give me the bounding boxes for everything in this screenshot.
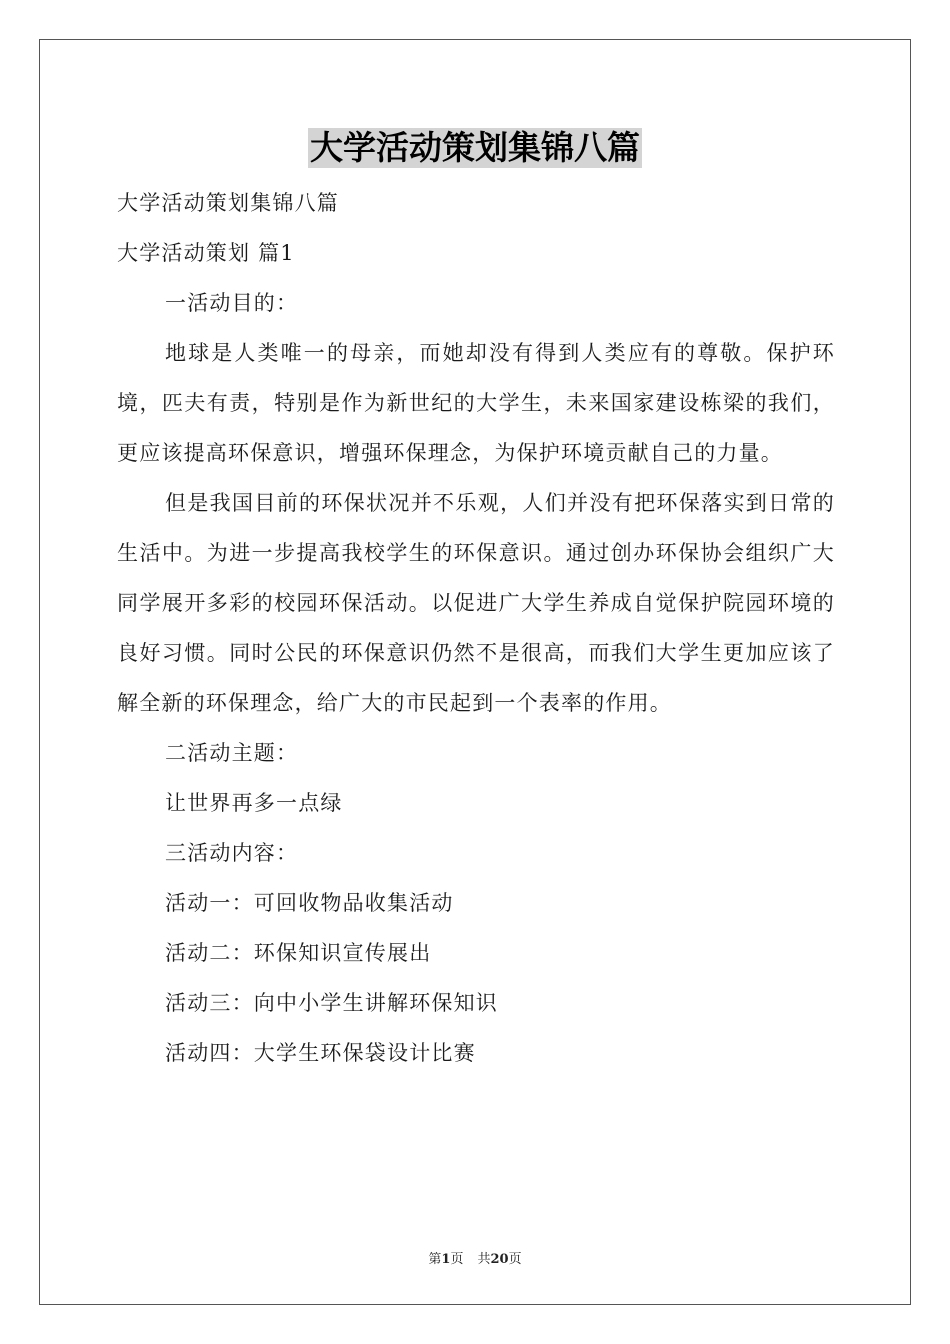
page-footer bbox=[0, 1248, 950, 1267]
page-number-current: 1 bbox=[441, 1252, 451, 1267]
page-prefix: 第 bbox=[428, 1252, 442, 1267]
total-suffix: 页 bbox=[508, 1252, 522, 1267]
title-container bbox=[0, 128, 950, 168]
paragraph: 二活动主题： bbox=[165, 741, 299, 765]
paragraph: 一活动目的： bbox=[165, 291, 299, 315]
total-prefix: 共 bbox=[477, 1252, 491, 1267]
paragraph: 让世界再多一点绿 bbox=[165, 791, 343, 815]
paragraph: 活动四：大学生环保袋设计比赛 bbox=[165, 1041, 476, 1065]
paragraph: 大学活动策划集锦八篇 bbox=[117, 191, 339, 215]
paragraph: 大学活动策划 篇1 bbox=[117, 241, 295, 265]
paragraph: 三活动内容： bbox=[165, 841, 299, 865]
paragraph: 活动三：向中小学生讲解环保知识 bbox=[165, 991, 498, 1015]
paragraph: 地球是人类唯一的母亲，而她却没有得到人类应有的尊敬。保护环境，匹夫有责，特别是作为新世纪的大学生，未来国家建设栋梁的我们，更应该提高环保意识，增强环保理念，为保护环境贡献自己的力量。 bbox=[117, 341, 835, 465]
page-suffix: 页 bbox=[450, 1252, 464, 1267]
page-number-total: 20 bbox=[490, 1252, 509, 1267]
paragraph: 但是我国目前的环保状况并不乐观，人们并没有把环保落实到日常的生活中。为进一步提高我校学生的环保意识。通过创办环保协会组织广大同学展开多彩的校园环保活动。以促进广大学生养成自觉保护院园环境的良好习惯。同时公民的环保意识仍然不是很高，而我们大学生更加应该了解全新的环保理念，给广大的市民起到一个表率的作用。 bbox=[117, 491, 835, 715]
document-body bbox=[117, 178, 835, 1078]
paragraph: 活动一：可回收物品收集活动 bbox=[165, 891, 454, 915]
paragraph: 活动二：环保知识宣传展出 bbox=[165, 941, 432, 965]
document-title: 大学活动策划集锦八篇 bbox=[310, 128, 640, 167]
